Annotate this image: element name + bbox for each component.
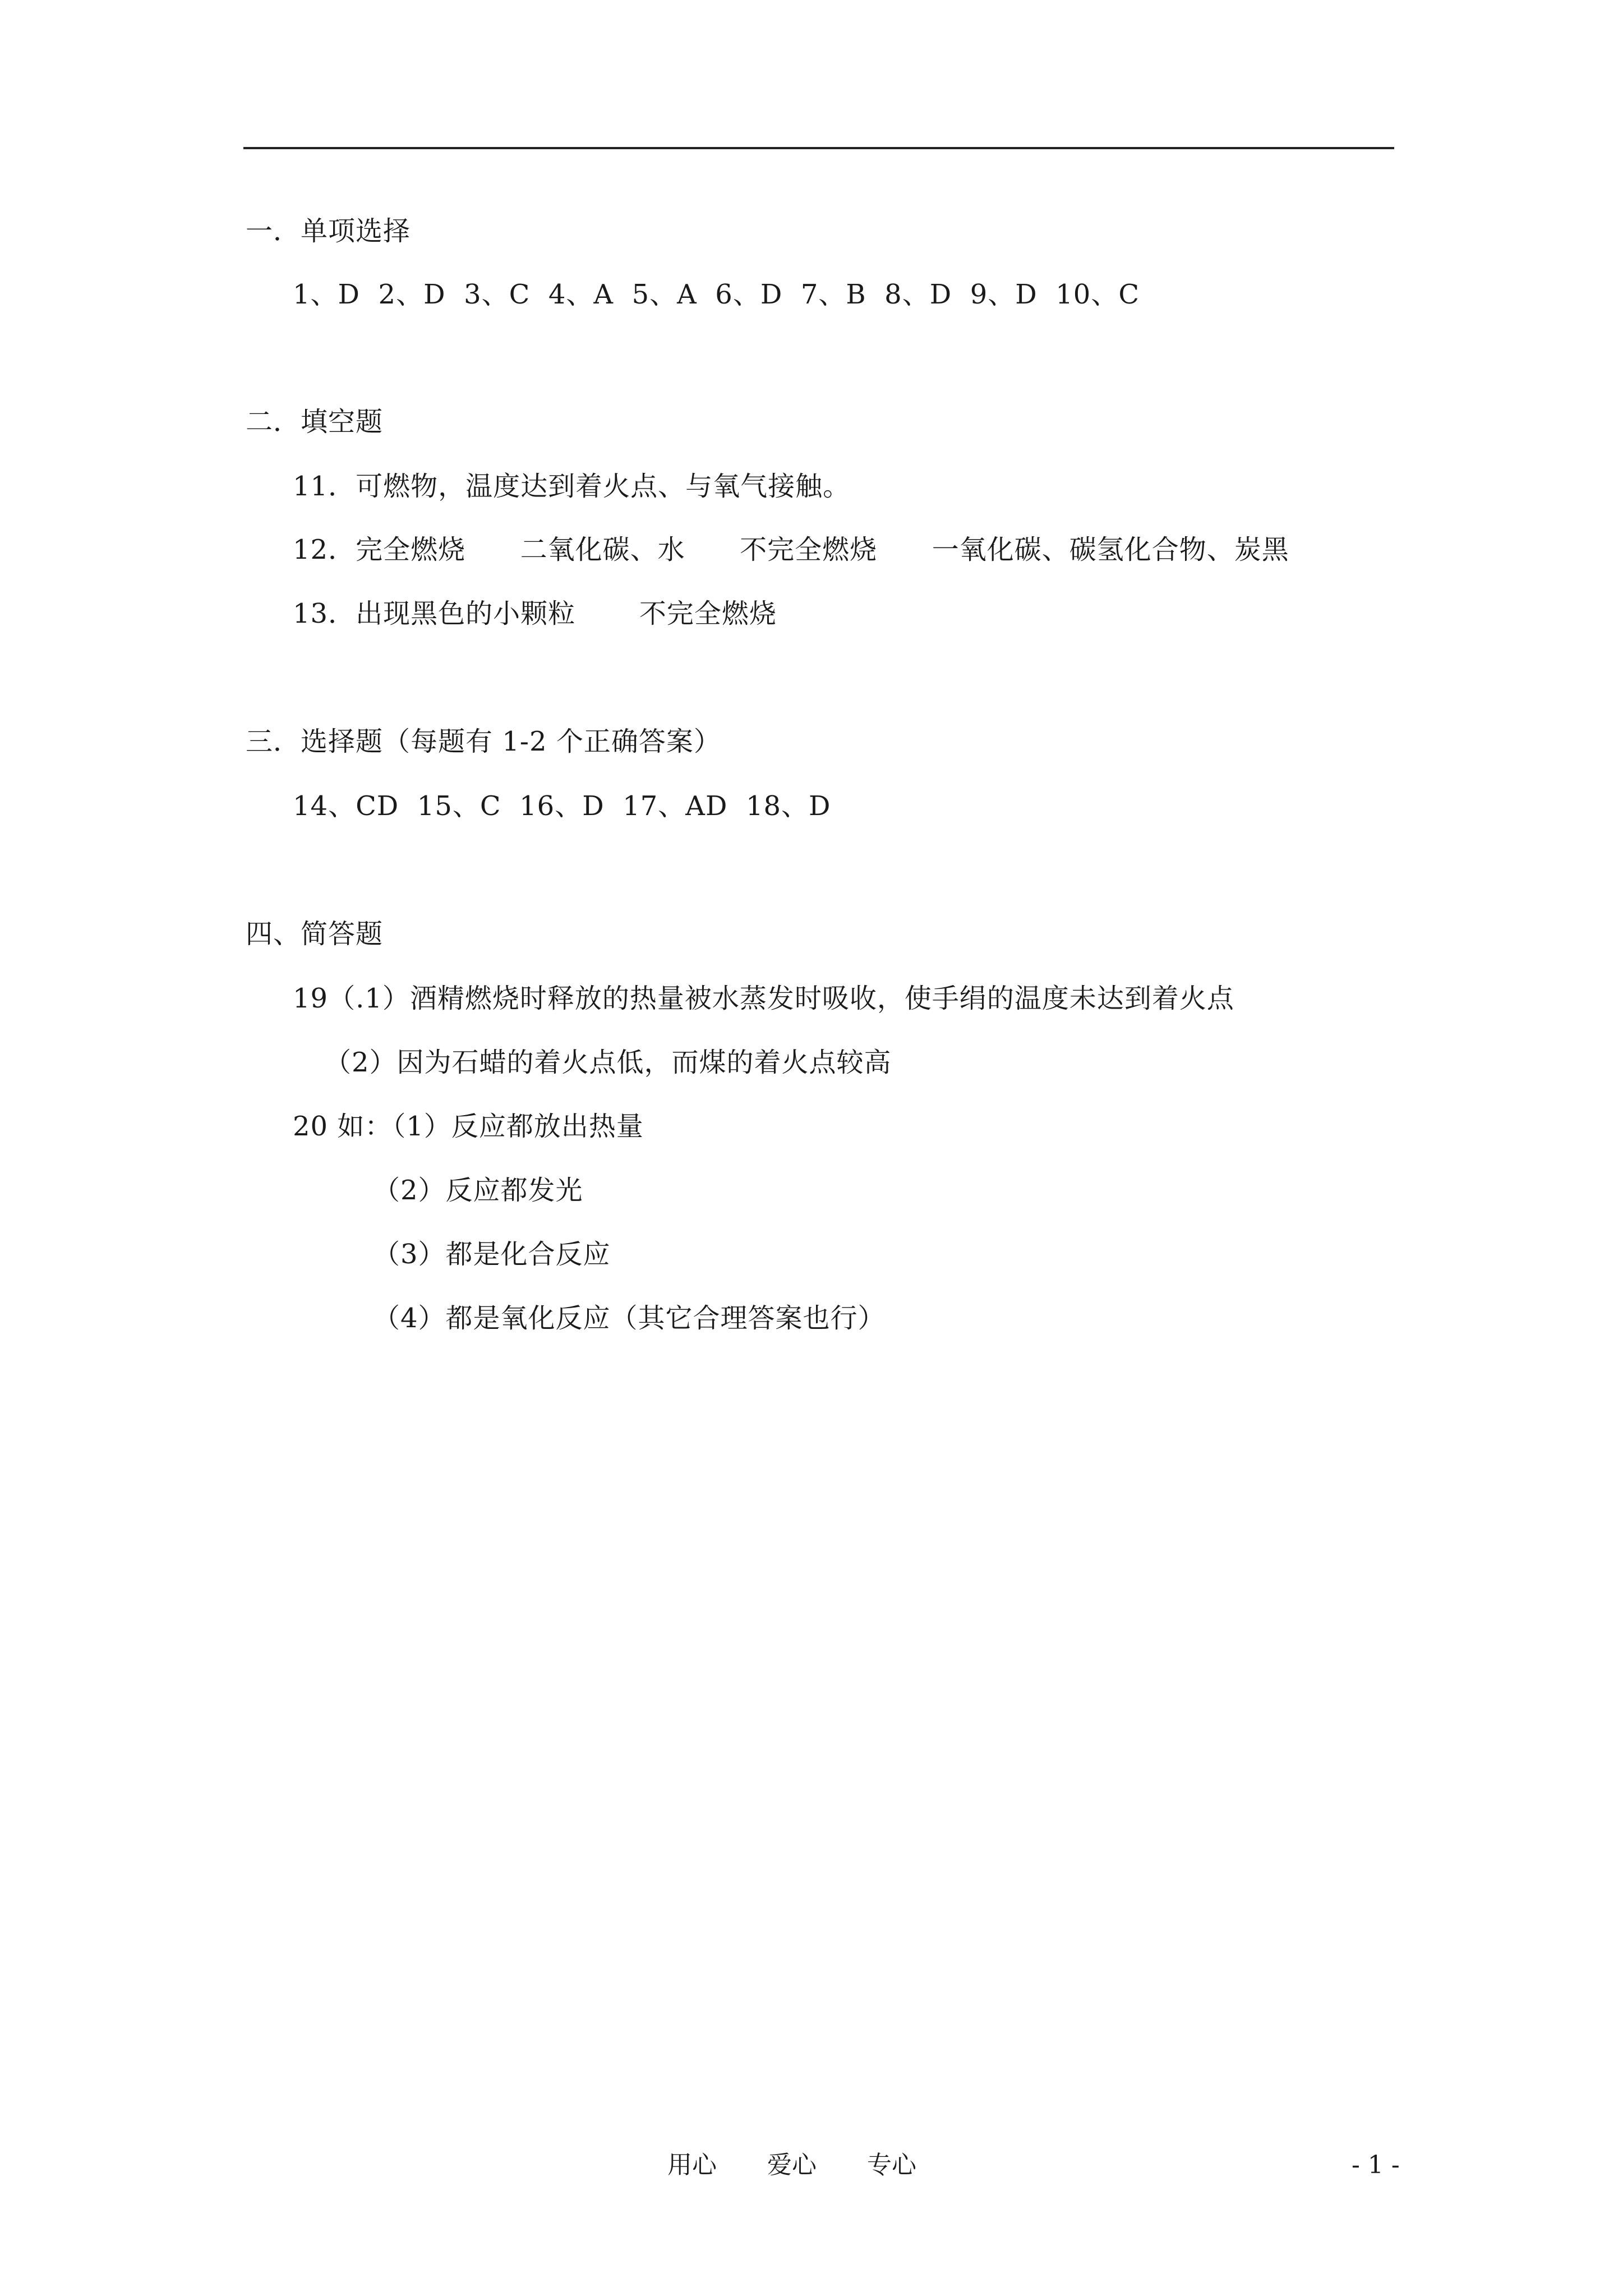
section-4-line-20-2: （2）反应都发光 (373, 1175, 583, 1206)
section-4-line-20-4: （4）都是氧化反应（其它合理答案也行） (373, 1303, 886, 1334)
footer-item-2: 爱心 (767, 2151, 817, 2179)
section-1-heading: 一．单项选择 (246, 215, 411, 247)
header-rule (243, 147, 1394, 149)
section-2-line-11: 11．可燃物，温度达到着火点、与氧气接触。 (293, 471, 851, 502)
section-3-heading: 三．选择题（每题有 1-2 个正确答案） (246, 726, 721, 757)
section-2-heading: 二．填空题 (246, 406, 384, 438)
section-2-line-13: 13．出现黑色的小颗粒 不完全燃烧 (293, 598, 777, 629)
section-1-answers: 1、D 2、D 3、C 4、A 5、A 6、D 7、B 8、D 9、D 10、C (293, 279, 1140, 310)
footer-item-1: 用心 (667, 2151, 717, 2179)
section-4-line-20-3: （3）都是化合反应 (373, 1239, 611, 1270)
section-3-answers: 14、CD 15、C 16、D 17、AD 18、D (293, 790, 831, 822)
section-4-heading: 四、简答题 (246, 918, 384, 950)
footer-item-3: 专心 (867, 2151, 916, 2179)
section-4-line-19-2: （2）因为石蜡的着火点低，而煤的着火点较高 (324, 1047, 892, 1078)
section-4-line-20-1: 20 如：（1）反应都放出热量 (293, 1111, 644, 1142)
section-2-line-12: 12．完全燃烧 二氧化碳、水 不完全燃烧 一氧化碳、碳氢化合物、炭黑 (293, 534, 1289, 565)
section-4-line-19-1: 19（.1）酒精燃烧时释放的热量被水蒸发时吸收，使手绢的温度未达到着火点 (293, 983, 1234, 1014)
page-number: - 1 - (1352, 2151, 1400, 2179)
footer-motto (667, 2150, 916, 2181)
